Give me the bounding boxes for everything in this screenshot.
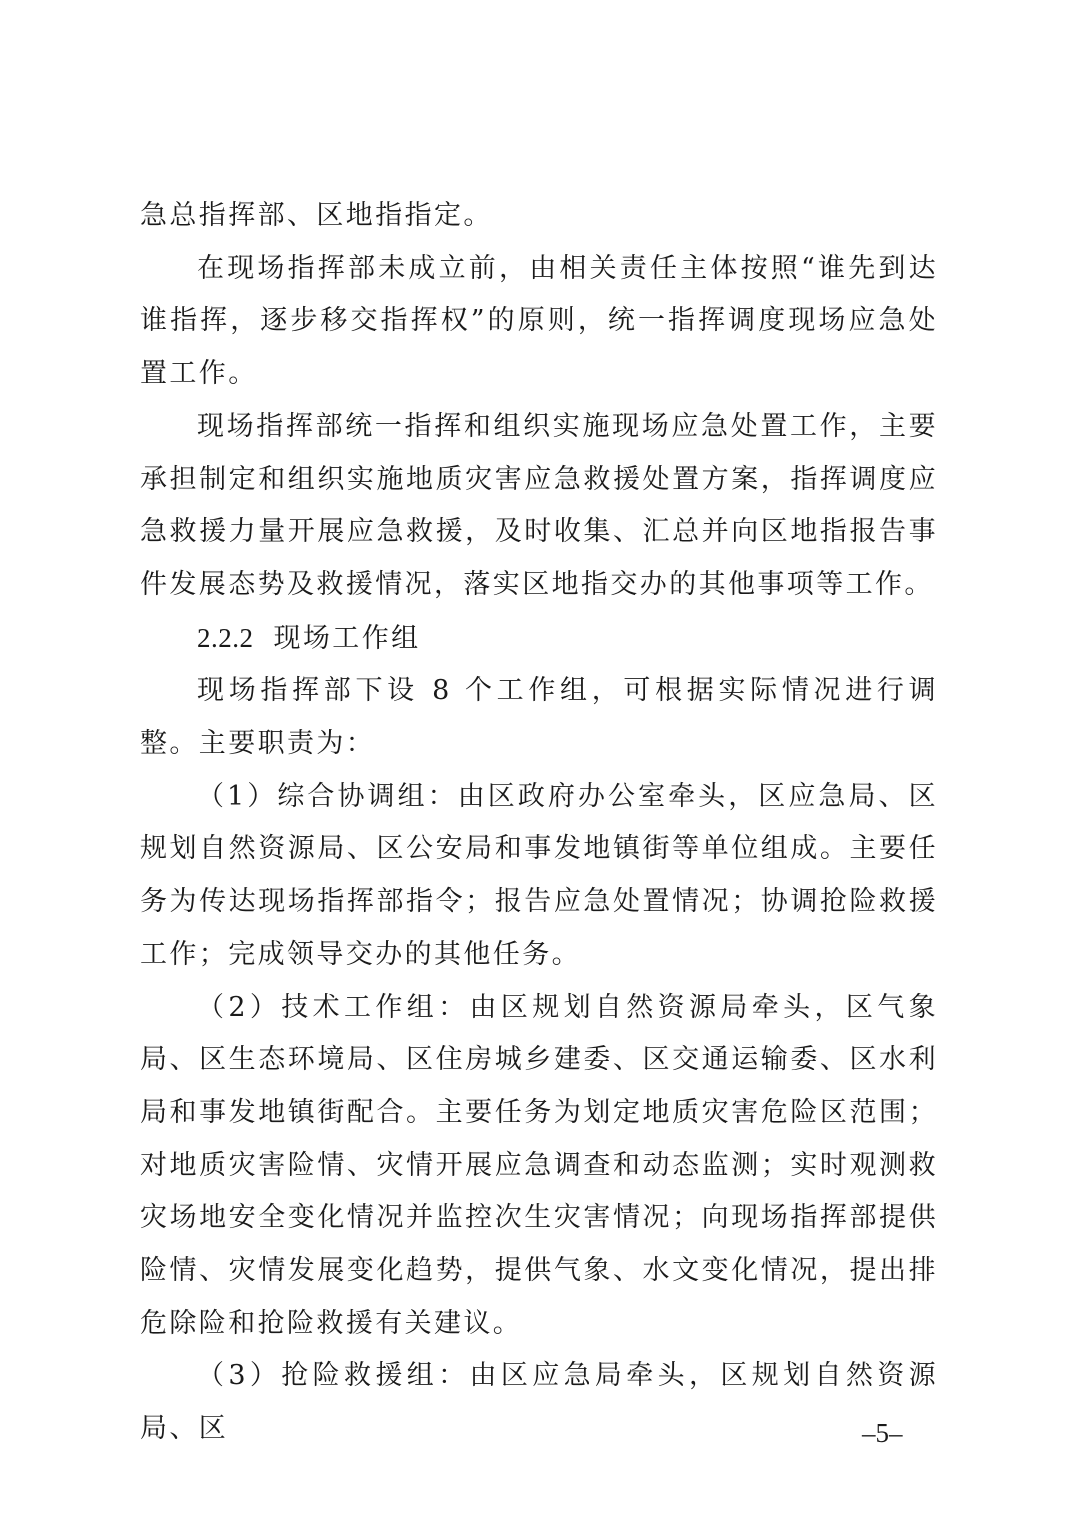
paragraph-technical-group: （2）技术工作组：由区规划自然资源局牵头，区气象局、区生态环境局、区住房城乡建委、区交通运输委、区水利局和事发地镇街配合。主要任务为划定地质灾害危险区范围；对地质灾害险情、灾情开展应急调查和动态监测；实时观测救灾场地安全变化情况并监控次生灾害情况；向现场指挥部提供险情、灾情发展变化趋势，提供气象、水文变化情况，提出排危除险和抢险救援有关建议。 <box>140 991 938 1339</box>
document-body <box>140 190 938 1456</box>
paragraph-coordination-group: （1）综合协调组：由区政府办公室牵头，区应急局、区规划自然资源局、区公安局和事发地镇街等单位组成。主要任务为传达现场指挥部指令；报告应急处置情况；协调抢险救援工作；完成领导交办的其他任务。 <box>140 780 938 970</box>
paragraph-onsite-command-duties: 现场指挥部统一指挥和组织实施现场应急处置工作，主要承担制定和组织实施地质灾害应急救援处置方案，指挥调度应急救援力量开展应急救援，及时收集、汇总并向区地指报告事件发展态势及救援情况，落实区地指交办的其他事项等工作。 <box>140 410 938 600</box>
section-number: 2.2.2 <box>197 622 254 653</box>
paragraph-continuation: 急总指挥部、区地指指定。 <box>140 200 493 231</box>
page-number: –5– <box>862 1418 903 1448</box>
paragraph-command-before-setup: 在现场指挥部未成立前，由相关责任主体按照“谁先到达谁指挥，逐步移交指挥权”的原则，统一指挥调度现场应急处置工作。 <box>140 252 938 390</box>
paragraph-working-groups-intro: 现场指挥部下设 8 个工作组，可根据实际情况进行调整。主要职责为： <box>140 675 938 760</box>
section-title: 现场工作组 <box>273 622 421 654</box>
section-heading-2-2-2 <box>140 612 938 666</box>
paragraph-rescue-group: （3）抢险救援组：由区应急局牵头，区规划自然资源局、区 <box>140 1360 938 1445</box>
